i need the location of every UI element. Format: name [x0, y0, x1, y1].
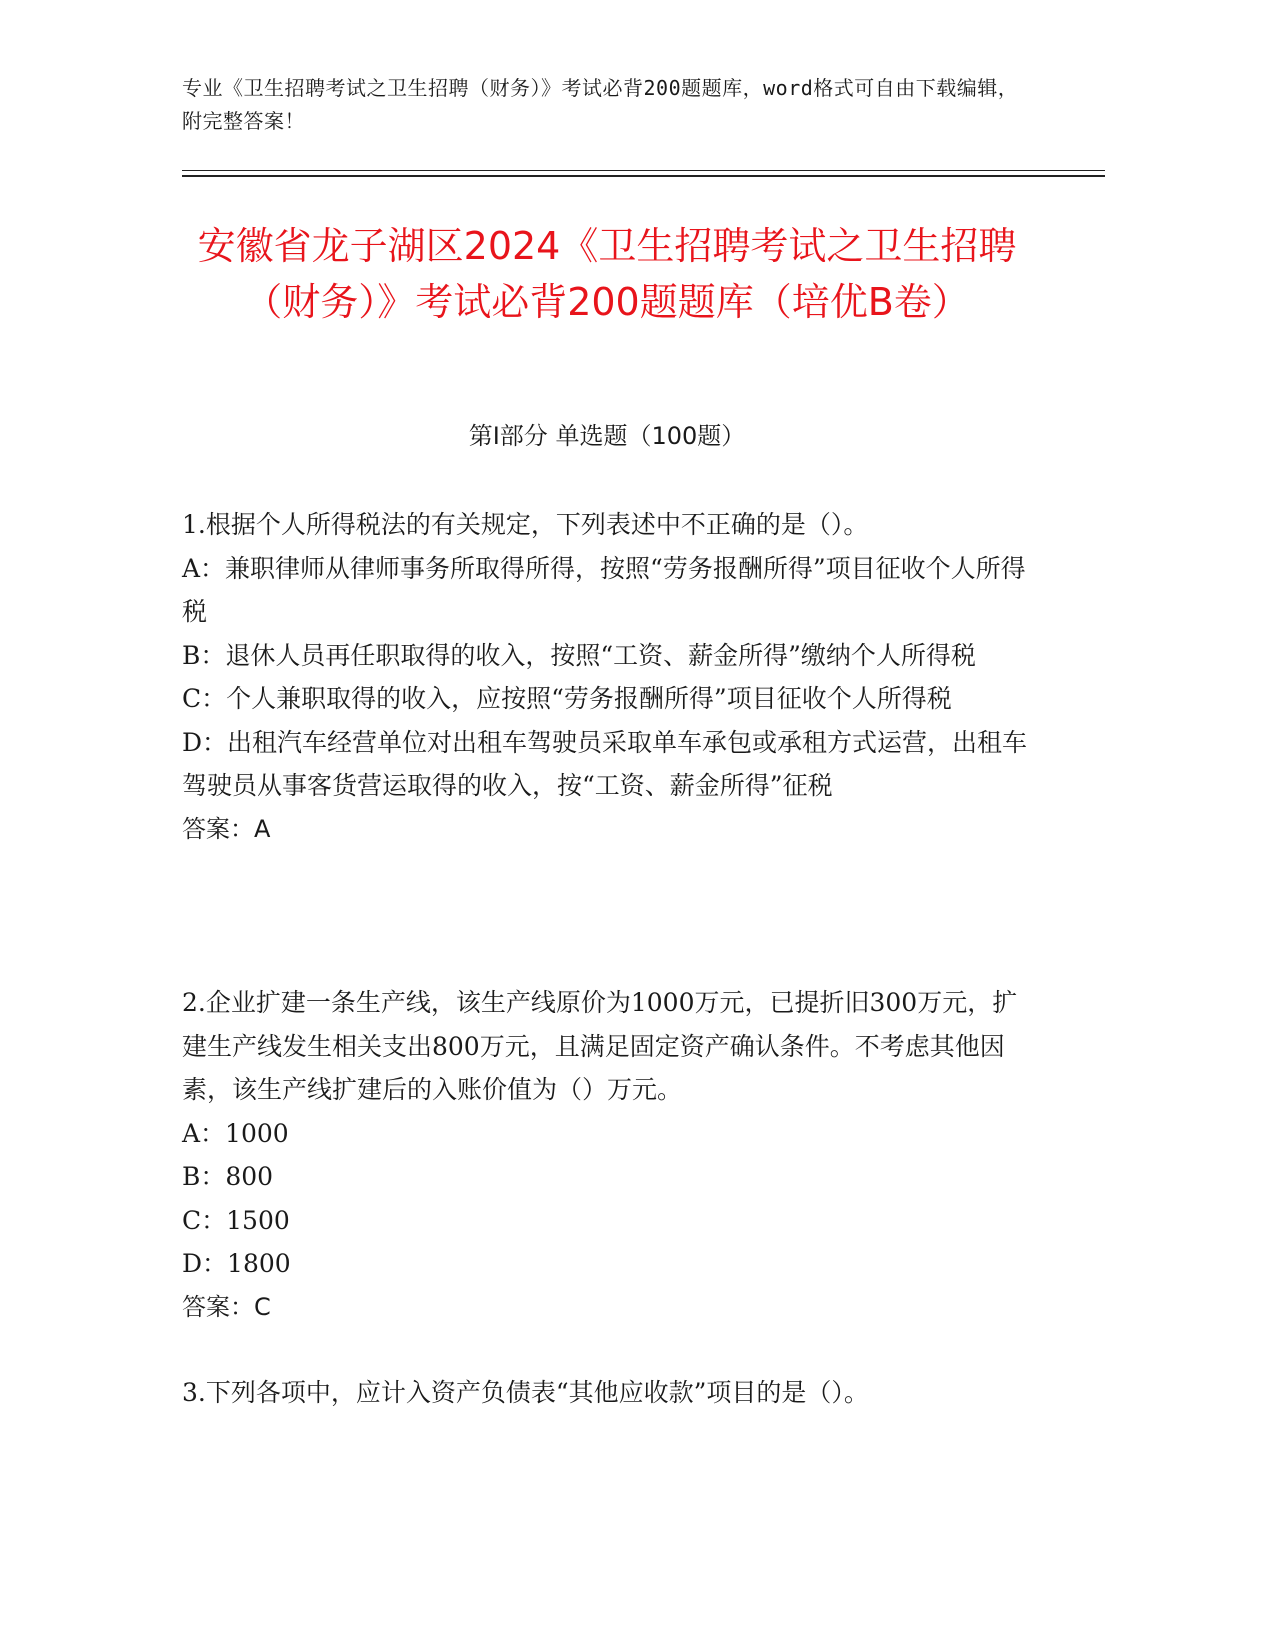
question-3: [182, 1371, 1032, 1415]
question-2: [182, 981, 1032, 1329]
question-stem: 3.下列各项中，应计入资产负债表“其他应收款”项目的是（）。: [182, 1378, 869, 1407]
header-note: 专业《卫生招聘考试之卫生招聘（财务）》考试必背200题题库，word格式可自由下载编辑，附完整答案！: [182, 76, 1019, 133]
section-heading: 第Ⅰ部分 单选题（100题）: [468, 422, 746, 450]
option-b: B：退休人员再任职取得的收入，按照“工资、薪金所得”缴纳个人所得税: [182, 640, 976, 670]
option-c: C：个人兼职取得的收入，应按照“劳务报酬所得”项目征收个人所得税: [182, 684, 952, 713]
question-stem: 2.企业扩建一条生产线，该生产线原价为1000万元，已提折旧300万元，扩建生产线发生相关支出800万元，且满足固定资产确认条件。不考虑其他因素，该生产线扩建后的入账价值为（）万元。: [182, 988, 1018, 1104]
question-stem: 1.根据个人所得税法的有关规定，下列表述中不正确的是（）。: [182, 510, 869, 539]
option-d: D：出租汽车经营单位对出租车驾驶员采取单车承包或承租方式运营，出租车驾驶员从事客货营运取得的收入，按“工资、薪金所得”征税: [182, 727, 1028, 800]
header-divider-thick: [182, 175, 1105, 177]
header-divider-thin: [182, 170, 1105, 171]
option-b: B：800: [182, 1162, 274, 1191]
option-d: D：1800: [182, 1249, 291, 1278]
option-a: A：兼职律师从律师事务所取得所得，按照“劳务报酬所得”项目征收个人所得税: [182, 553, 1026, 626]
question-1: [182, 503, 1032, 851]
option-c: C：1500: [182, 1205, 290, 1235]
answer-line: 答案：C: [182, 1292, 271, 1321]
document-title: 安徽省龙子湖区2024《卫生招聘考试之卫生招聘（财务）》考试必背200题题库（培优B卷）: [197, 224, 1017, 324]
answer-line: 答案：A: [182, 814, 271, 843]
option-a: A：1000: [182, 1118, 289, 1148]
